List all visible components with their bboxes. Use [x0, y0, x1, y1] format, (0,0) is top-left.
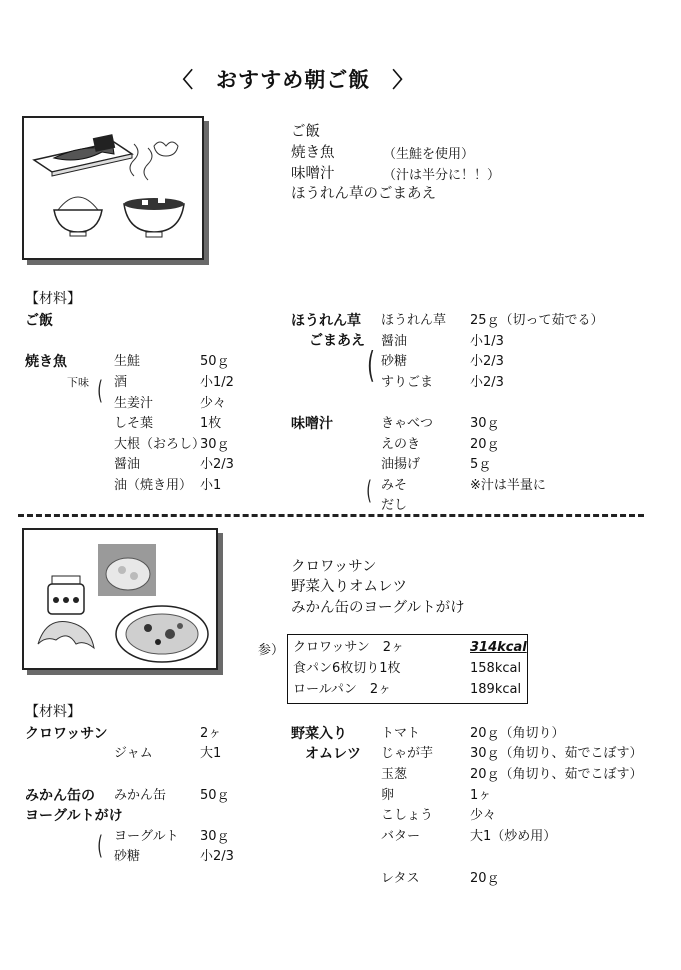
fish-ing-1: 生鮭	[114, 354, 141, 369]
western-breakfast-drawing	[24, 530, 216, 668]
fish-heading: 焼き魚	[25, 354, 67, 370]
jam-name: ジャム	[114, 746, 153, 761]
miso-ing-2: えのき	[381, 437, 421, 452]
yogurt-qty-1: 50ｇ	[200, 788, 230, 803]
ref-row-2-kcal: 158kcal	[470, 661, 522, 676]
omelet-heading-2: オムレツ	[305, 746, 361, 762]
jam-qty: 大1	[200, 746, 222, 761]
croissant-qty: 2ヶ	[200, 726, 222, 741]
yogurt-ing-3: 砂糖	[114, 849, 141, 864]
fish-sub-label: 下味	[67, 376, 89, 389]
ref-row-3-name: ロールパン 2ヶ	[293, 682, 392, 697]
breakfast-illustration-1	[22, 116, 204, 260]
yogurt-ing-2: ヨーグルト	[114, 829, 179, 844]
spinach-heading-2: ごまあえ	[309, 333, 365, 349]
yogurt-qty-3: 小2/3	[200, 849, 234, 864]
menu2-item-3: みかん缶のヨーグルトがけ	[291, 600, 465, 616]
fish-ing-7: 油（焼き用）	[114, 478, 193, 493]
miso-qty-2: 20ｇ	[470, 437, 500, 452]
spinach-ing-1: ほうれん草	[381, 313, 447, 328]
fish-ing-2: 酒	[114, 375, 128, 390]
miso-ing-4: みそ	[381, 478, 408, 493]
fish-qty-7: 小1	[200, 478, 222, 493]
spinach-ing-2: 醤油	[381, 334, 408, 349]
omelet-ing-4: 卵	[381, 788, 395, 803]
ref-row-1-name: クロワッサン 2ヶ	[293, 640, 404, 655]
croissant-heading: クロワッサン	[25, 726, 108, 742]
miso-ing-1: きゃべつ	[381, 416, 434, 431]
omelet-ing-3: 玉葱	[381, 767, 408, 782]
ref-label: 参）	[258, 643, 285, 658]
japanese-breakfast-drawing	[24, 118, 202, 258]
materials-label-1: 【材料】	[25, 291, 81, 307]
menu1-note-2: （汁は半分に！！）	[383, 168, 501, 183]
fish-qty-3: 少々	[200, 396, 227, 411]
spinach-qty-3: 小2/3	[470, 354, 504, 369]
spinach-qty-1: 25ｇ（切って茹でる）	[470, 313, 604, 328]
miso-qty-4: ※汁は半量に	[470, 478, 546, 493]
miso-ing-3: 油揚げ	[381, 457, 421, 472]
materials-label-2: 【材料】	[25, 704, 81, 720]
spinach-ing-4: すりごま	[381, 375, 434, 390]
omelet-qty-7: 20ｇ	[470, 871, 500, 886]
menu2-item-2: 野菜入りオムレツ	[291, 579, 407, 595]
miso-ing-5: だし	[381, 498, 408, 513]
fish-qty-2: 小1/2	[200, 375, 234, 390]
yogurt-ing-1: みかん缶	[114, 788, 167, 803]
fish-qty-5: 30ｇ	[200, 437, 230, 452]
menu1-item-2: 焼き魚	[291, 145, 335, 161]
menu1-item-1: ご飯	[291, 124, 320, 140]
miso-brace: (	[366, 476, 372, 506]
omelet-qty-5: 少々	[470, 808, 497, 823]
spinach-ing-3: 砂糖	[381, 354, 408, 369]
miso-heading: 味噌汁	[291, 416, 333, 432]
yogurt-qty-2: 30ｇ	[200, 829, 230, 844]
menu1-item-3: 味噌汁	[291, 166, 335, 182]
menu1-item-4: ほうれん草のごまあえ	[291, 186, 436, 202]
fish-ing-4: しそ葉	[114, 416, 154, 431]
spinach-heading-1: ほうれん草	[291, 313, 361, 329]
menu2-item-1: クロワッサン	[291, 559, 377, 575]
breakfast-illustration-2	[22, 528, 218, 670]
spinach-qty-4: 小2/3	[470, 375, 504, 390]
section-divider	[18, 514, 644, 517]
omelet-qty-2: 30ｇ（角切り、茹でこぼす）	[470, 746, 643, 761]
ref-row-2-name: 食パン6枚切り1枚	[293, 661, 401, 676]
omelet-qty-3: 20ｇ（角切り、茹でこぼす）	[470, 767, 643, 782]
page-title: 〈 おすすめ朝ご飯 〉	[172, 68, 415, 92]
fish-ing-3: 生姜汁	[114, 396, 154, 411]
ref-row-1-kcal: 314kcal	[470, 640, 527, 655]
fish-ing-5: 大根（おろし）	[114, 437, 206, 452]
fish-qty-6: 小2/3	[200, 457, 234, 472]
fish-brace: (	[97, 376, 103, 406]
omelet-qty-4: 1ヶ	[470, 788, 492, 803]
miso-qty-3: 5ｇ	[470, 457, 492, 472]
omelet-ing-7: レタス	[381, 871, 420, 886]
omelet-ing-6: バター	[381, 829, 421, 844]
menu1-note-1: （生鮭を使用）	[383, 147, 475, 162]
omelet-ing-2: じゃが芋	[381, 746, 434, 761]
spinach-qty-2: 小1/3	[470, 334, 504, 349]
omelet-ing-1: トマト	[381, 726, 421, 741]
omelet-heading-1: 野菜入り	[291, 726, 347, 742]
yogurt-heading-1: みかん缶の	[25, 788, 95, 804]
rice-heading: ご飯	[25, 313, 53, 329]
fish-ing-6: 醤油	[114, 457, 141, 472]
ref-row-3-kcal: 189kcal	[470, 682, 522, 697]
spinach-brace: (	[367, 345, 375, 386]
fish-qty-4: 1枚	[200, 416, 222, 431]
yogurt-brace: (	[97, 831, 103, 861]
miso-qty-1: 30ｇ	[470, 416, 500, 431]
fish-qty-1: 50ｇ	[200, 354, 230, 369]
omelet-qty-6: 大1（炒め用）	[470, 829, 557, 844]
omelet-qty-1: 20ｇ（角切り）	[470, 726, 565, 741]
yogurt-heading-2: ヨーグルトがけ	[25, 808, 123, 824]
omelet-ing-5: こしょう	[381, 808, 434, 823]
